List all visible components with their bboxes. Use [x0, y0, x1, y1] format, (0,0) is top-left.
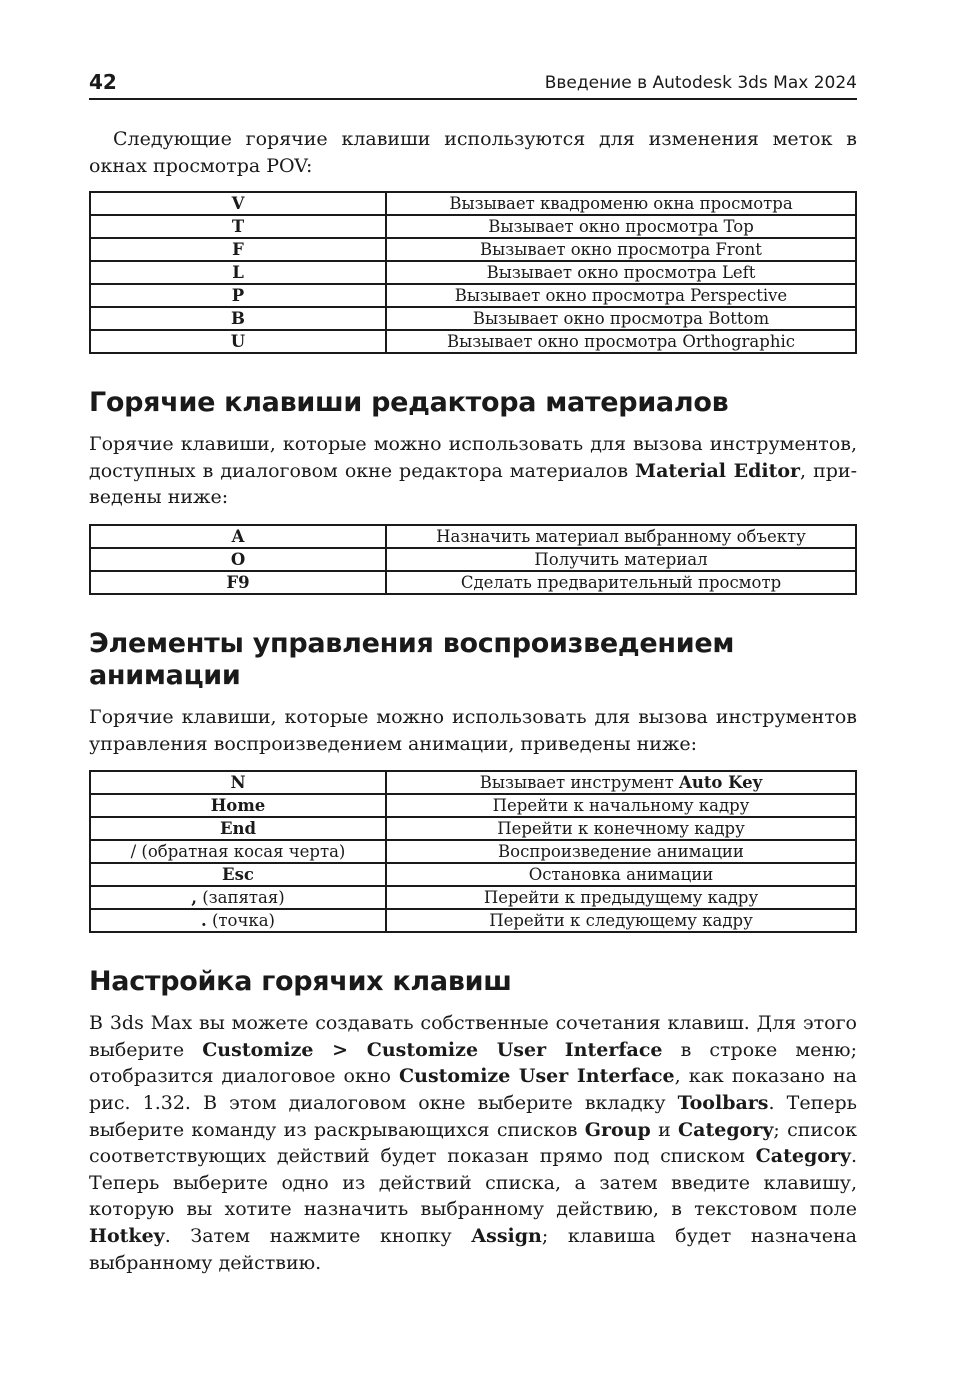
text-run: . Теперь выберите команду из раскрывающихся списков — [89, 1091, 857, 1141]
text-run-bold: Auto Key — [679, 773, 763, 793]
table-row — [90, 525, 856, 548]
text-run-bold: Customize > Customize User Interface — [202, 1038, 663, 1061]
table-row — [90, 571, 856, 594]
text-run: ; список соответствующих действий будет показан прямо под списком — [89, 1118, 857, 1168]
intro-paragraph: Следующие горячие клавиши используются для изменения меток в окнах просмотра POV: — [89, 128, 857, 177]
key-symbol: , — [191, 888, 197, 908]
table-row — [90, 794, 856, 817]
hotkey-cell: Home — [90, 794, 386, 817]
book-page — [89, 66, 857, 1276]
text-run: в строке меню; отобразится диалоговое окно — [89, 1038, 857, 1088]
action-cell: Сделать предварительный просмотр — [386, 571, 856, 594]
customize-hotkeys-heading: Настройка горячих клавиш — [89, 966, 512, 998]
action-cell: Получить материал — [386, 548, 856, 571]
hotkey-cell: V — [90, 192, 386, 215]
pov-hotkeys-table — [89, 191, 857, 354]
hotkey-cell: B — [90, 307, 386, 330]
action-cell: Вызывает квадроменю окна просмотра — [386, 192, 856, 215]
action-cell: Перейти к следующему кадру — [386, 909, 856, 932]
hotkey-cell — [90, 886, 386, 909]
action-cell: Вызывает окно просмотра Perspective — [386, 284, 856, 307]
table-row — [90, 886, 856, 909]
table-row — [90, 840, 856, 863]
hotkey-cell: T — [90, 215, 386, 238]
hotkey-cell: N — [90, 771, 386, 794]
material-editor-paragraph — [89, 431, 857, 511]
action-cell: Перейти к предыдущему кадру — [386, 886, 856, 909]
key-description: (точка) — [206, 911, 275, 931]
text-run-bold: Toolbars — [677, 1091, 769, 1114]
hotkey-cell: / (обратная косая черта) — [90, 840, 386, 863]
text-run: ; клавиша будет назначена выбранному действию. — [89, 1224, 857, 1274]
material-editor-heading: Горячие клавиши редактора материалов — [89, 387, 729, 419]
text-run-bold: Group — [584, 1118, 651, 1141]
hotkey-cell: P — [90, 284, 386, 307]
action-cell — [386, 771, 856, 794]
table-row — [90, 771, 856, 794]
hotkey-cell: L — [90, 261, 386, 284]
key-description: (запятая) — [197, 888, 285, 908]
table-row — [90, 330, 856, 353]
table-row — [90, 817, 856, 840]
book-title: Введение в Autodesk 3ds Max 2024 — [544, 73, 857, 93]
text-run: Горячие клавиши, которые можно использовать для вызова инструментов, доступных в диалоговом окне редактора материалов — [89, 433, 857, 482]
table-row — [90, 215, 856, 238]
hotkey-cell: A — [90, 525, 386, 548]
action-cell: Назначить материал выбранному объекту — [386, 525, 856, 548]
page-number: 42 — [89, 70, 117, 94]
table-row — [90, 284, 856, 307]
customize-hotkeys-paragraph — [89, 1010, 857, 1276]
table-row — [90, 548, 856, 571]
hotkey-cell: O — [90, 548, 386, 571]
text-run: , приведены ниже: — [89, 459, 857, 509]
text-run: Вызывает инструмент — [479, 773, 680, 793]
action-cell: Вызывает окно просмотра Front — [386, 238, 856, 261]
hotkey-cell: F9 — [90, 571, 386, 594]
text-run: В 3ds Max вы можете создавать собственные сочетания клавиш. Для этого выберите — [89, 1012, 857, 1061]
text-run: . Затем нажмите кнопку — [164, 1224, 472, 1247]
action-cell: Остановка анимации — [386, 863, 856, 886]
action-cell: Перейти к начальному кадру — [386, 794, 856, 817]
animation-controls-paragraph: Горячие клавиши, которые можно использовать для вызова инструментов управления воспроизведением анимации, приведены ниже: — [89, 705, 857, 755]
table-row — [90, 238, 856, 261]
text-run-bold: Material Editor — [635, 459, 801, 482]
text-run-bold: Category — [678, 1118, 774, 1141]
action-cell: Воспроизведение анимации — [386, 840, 856, 863]
table-row — [90, 307, 856, 330]
running-header — [89, 66, 857, 100]
hotkey-cell: Esc — [90, 863, 386, 886]
text-run: . Теперь выберите одно из действий списка, а затем введите клавишу, которую вы хотите назначить выбранному действию, в текстовом поле — [89, 1145, 857, 1221]
hotkey-cell: F — [90, 238, 386, 261]
text-run-bold: Category — [755, 1145, 851, 1168]
hotkey-cell: U — [90, 330, 386, 353]
animation-controls-heading: Элементы управления воспроизведением анимации — [89, 627, 735, 691]
action-cell: Вызывает окно просмотра Bottom — [386, 307, 856, 330]
action-cell: Вызывает окно просмотра Top — [386, 215, 856, 238]
action-cell: Вызывает окно просмотра Left — [386, 261, 856, 284]
hotkey-cell: End — [90, 817, 386, 840]
key-symbol: . — [201, 911, 207, 931]
text-run: и — [650, 1118, 679, 1141]
table-row — [90, 909, 856, 932]
text-run-bold: Hotkey — [89, 1224, 165, 1247]
table-row — [90, 261, 856, 284]
material-hotkeys-table — [89, 524, 857, 595]
hotkey-cell — [90, 909, 386, 932]
text-run: , как показано на рис. 1.32. В этом диалоговом окне выберите вкладку — [89, 1065, 857, 1114]
action-cell: Вызывает окно просмотра Orthographic — [386, 330, 856, 353]
table-row — [90, 863, 856, 886]
table-row — [90, 192, 856, 215]
text-run-bold: Customize User Interface — [399, 1065, 675, 1088]
action-cell: Перейти к конечному кадру — [386, 817, 856, 840]
text-run-bold: Assign — [471, 1224, 542, 1247]
animation-hotkeys-table — [89, 770, 857, 933]
